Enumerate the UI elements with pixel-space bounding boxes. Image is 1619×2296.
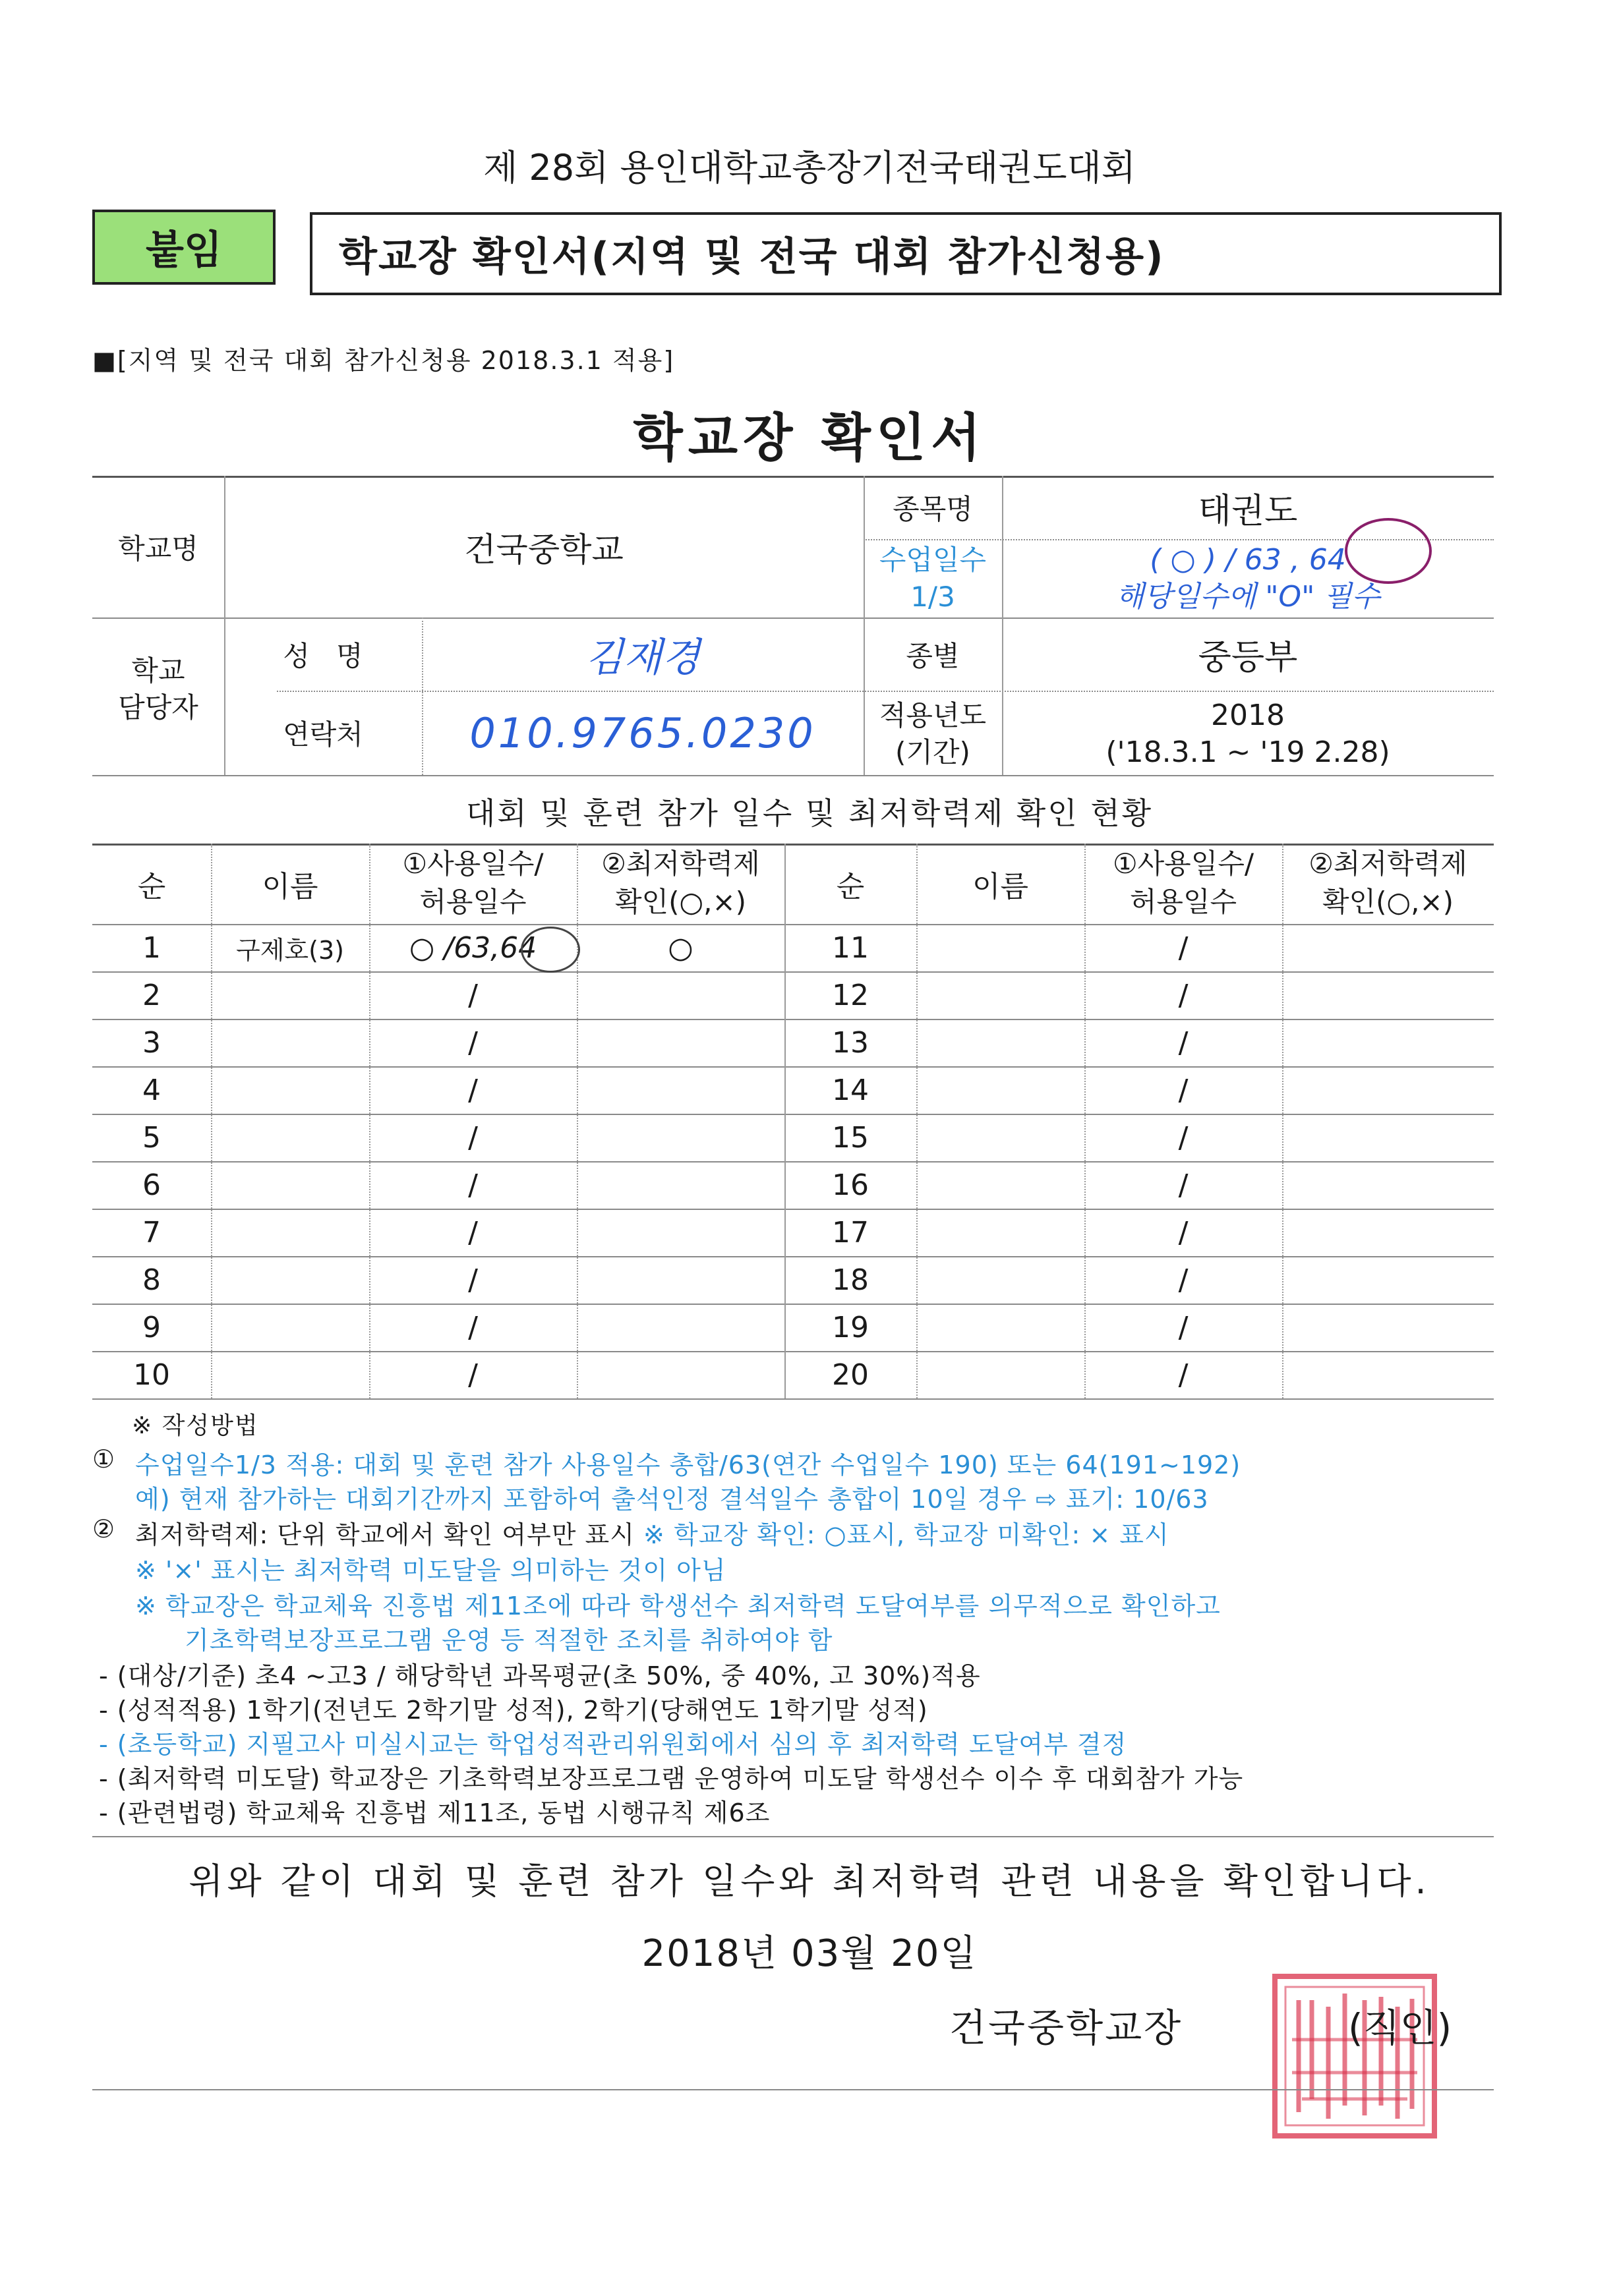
cell-days: /: [1178, 1073, 1189, 1107]
cell-check: [1282, 1114, 1494, 1161]
cell-name: 구제호(3): [236, 935, 344, 965]
cell-name: [916, 1351, 1084, 1398]
cell-no: 9: [142, 1310, 161, 1344]
signer: 건국중학교장: [949, 2005, 1183, 2050]
header-check-left-1: ②최저학력제: [601, 847, 760, 880]
header-check-right-1: ②최저학력제: [1309, 847, 1467, 880]
attachment-label: [92, 210, 276, 285]
confirm-text: 위와 같이 대회 및 훈련 참가 일수와 최저학력 관련 내용을 확인합니다.: [189, 1860, 1430, 1902]
cell-name: [211, 1161, 369, 1209]
date: 2018년 03월 20일: [641, 1932, 978, 1975]
cell-no: 2: [142, 978, 161, 1012]
cell-no: 3: [142, 1025, 161, 1060]
cell-check: [1282, 1161, 1494, 1209]
header-check-right: [1282, 845, 1494, 921]
cell-name: [211, 1066, 369, 1114]
cell-days: /: [468, 1358, 478, 1392]
note2-line: [135, 1514, 1169, 1551]
note1-line-a: 수업일수1/3 적용: 대회 및 훈련 참가 사용일수 총합/63(연간 수업일수 190) 또는 64(191~192): [135, 1450, 1241, 1479]
cell-name: [211, 1256, 369, 1304]
cell-check: [1282, 1304, 1494, 1351]
class-days-note: 해당일수에 "O" 필수: [1115, 580, 1380, 614]
cell-no: 7: [142, 1215, 161, 1249]
cell-days: /: [1178, 1310, 1189, 1344]
contact-value: 010.9765.0230: [469, 708, 816, 757]
cell-check: [1282, 1351, 1494, 1398]
cell-check: [577, 1209, 784, 1256]
header-name-right: 이름: [972, 870, 1028, 904]
cell-no: 11: [832, 931, 869, 965]
cell-check: [1282, 1209, 1494, 1256]
name-label: 성 명: [283, 639, 363, 672]
apply-note: ■[지역 및 전국 대회 참가신청용 2018.3.1 적용]: [92, 346, 675, 375]
cell-days: /: [468, 1310, 478, 1344]
cell-name: [211, 1114, 369, 1161]
header-check-left-2: 확인(○,×): [614, 886, 747, 918]
year-label-2: (기간): [895, 736, 970, 768]
cell-no: 10: [133, 1358, 170, 1392]
cell-days: /: [1178, 1358, 1189, 1392]
cell-days: /: [468, 1263, 478, 1297]
cell-no: 15: [832, 1120, 869, 1155]
contact-label: 연락처: [283, 718, 363, 751]
cell-no: 17: [832, 1215, 869, 1249]
cell-check: [1282, 971, 1494, 1019]
header-name-left: 이름: [262, 870, 318, 904]
cell-name: [211, 1209, 369, 1256]
cell-days: /: [1178, 1168, 1189, 1202]
cell-name: [916, 1066, 1084, 1114]
cell-no: 12: [832, 978, 869, 1012]
cell-check: [1282, 924, 1494, 971]
cell-name: [916, 1256, 1084, 1304]
header-no-left: 순: [137, 870, 166, 904]
cell-check: [577, 1161, 784, 1209]
year-period: ('18.3.1 ~ '19 2.28): [1105, 735, 1390, 769]
class-days-label: [864, 542, 1002, 616]
status-title: 대회 및 훈련 참가 일수 및 최저학력제 확인 현황: [465, 795, 1154, 831]
header-title: 학교장 확인서(지역 및 전국 대회 참가신청용): [339, 234, 1165, 280]
header-days-right-2: 허용일수: [1129, 886, 1237, 918]
cell-days: /: [468, 1025, 478, 1060]
sport-label: 종목명: [893, 493, 973, 525]
cell-name: [916, 924, 1084, 971]
cell-no: 16: [832, 1168, 869, 1202]
cell-no: 6: [142, 1168, 161, 1202]
circle-mark-row1-64: [521, 927, 580, 973]
cell-days: /: [1178, 1120, 1189, 1155]
cell-no: 13: [832, 1025, 869, 1060]
seal-stamp: [1266, 1967, 1444, 2145]
cell-no: 1: [142, 931, 161, 965]
cell-days: /: [468, 978, 478, 1012]
header-days-left-1: ①사용일수/: [402, 847, 544, 880]
cell-check: [1282, 1256, 1494, 1304]
manager-label-2: 담당자: [118, 691, 198, 724]
cell-name: [211, 1351, 369, 1398]
year-label: [864, 697, 1002, 771]
header-check-left: [577, 845, 784, 921]
note4-line-a: ※ 학교장은 학교체육 진흥법 제11조에 따라 학생선수 최저학력 도달여부를 의무적으로 확인하고: [135, 1592, 1221, 1621]
category-label: 종별: [906, 639, 960, 672]
category-value: 중등부: [1198, 638, 1298, 677]
detail-3: - (초등학교) 지필고사 미실시교는 학업성적관리위원회에서 심의 후 최저학력 도달여부 결정: [99, 1730, 1127, 1759]
detail-4: - (최저학력 미도달) 학교장은 기초학력보장프로그램 운영하여 미도달 학생선수 이수 후 대회참가 가능: [99, 1764, 1244, 1793]
cell-no: 4: [142, 1073, 161, 1107]
cell-name: [916, 1304, 1084, 1351]
cell-name: [916, 971, 1084, 1019]
note1-number: ①: [92, 1445, 115, 1474]
header-title-box: [310, 212, 1502, 295]
class-days-label-1: 수업일수: [879, 544, 987, 576]
cell-name: [916, 1019, 1084, 1066]
cell-check: [577, 1066, 784, 1114]
cell-days: /: [1178, 978, 1189, 1012]
header-no-right: 순: [836, 870, 865, 904]
seal-icon: [1266, 1967, 1444, 2145]
note4-line-b: 기초학력보장프로그램 운영 등 적절한 조치를 취하여야 함: [185, 1626, 833, 1655]
cell-days: /: [468, 1215, 478, 1249]
school-name-value: 건국중학교: [464, 530, 624, 569]
cell-no: 19: [832, 1310, 869, 1344]
cell-days: /: [468, 1073, 478, 1107]
sport-value: 태권도: [1198, 491, 1298, 531]
detail-2: - (성적적용) 1학기(전년도 2학기말 성적), 2학기(당해연도 1학기말 성적): [99, 1696, 928, 1725]
cell-check: [1282, 1066, 1494, 1114]
attachment-label-text: 붙임: [146, 227, 222, 273]
cell-no: 8: [142, 1263, 161, 1297]
note1-line-b: 예) 현재 참가하는 대회기간까지 포함하여 출석인정 결석일수 총합이 10일 경우 ⇨ 표기: 10/63: [135, 1485, 1209, 1514]
notes-heading: ※ 작성방법: [132, 1412, 259, 1439]
cell-days: /: [468, 1168, 478, 1202]
cell-check: [577, 1256, 784, 1304]
event-title: 제 28회 용인대학교총장기전국태권도대회: [483, 147, 1136, 188]
cell-name: [211, 1304, 369, 1351]
class-days-value: ( ○ ) / 63 , 64: [1150, 543, 1346, 577]
header-days-right: [1084, 845, 1282, 921]
note2-black: 최저학력제: 단위 학교에서 확인 여부만 표시: [135, 1520, 644, 1549]
cell-name: [211, 971, 369, 1019]
detail-5: - (관련법령) 학교체육 진흥법 제11조, 동법 시행규칙 제6조: [99, 1798, 771, 1827]
note2-number: ②: [92, 1514, 115, 1543]
cell-check: [577, 1019, 784, 1066]
cell-days: /: [1178, 1215, 1189, 1249]
year-value-block: [1002, 697, 1494, 771]
class-days-label-2: 1/3: [910, 581, 955, 613]
header-days-right-1: ①사용일수/: [1112, 847, 1254, 880]
cell-check: [577, 1304, 784, 1351]
cell-days: /: [1178, 1263, 1189, 1297]
cell-no: 20: [832, 1358, 869, 1392]
seal-label: (직인): [1348, 2005, 1452, 2050]
header-days-left-2: 허용일수: [419, 886, 527, 918]
cell-days: /: [468, 1120, 478, 1155]
circle-mark-64: [1345, 518, 1432, 584]
cell-check: [577, 1114, 784, 1161]
cell-days: /: [1178, 931, 1189, 965]
cell-check: ○: [668, 931, 693, 965]
school-name-label: 학교명: [118, 532, 198, 565]
manager-label-1: 학교: [131, 654, 185, 687]
manager-label: [92, 652, 224, 726]
cell-no: 18: [832, 1263, 869, 1297]
year-label-1: 적용년도: [879, 699, 987, 732]
cell-name: [916, 1114, 1084, 1161]
doc-title: 학교장 확인서: [633, 409, 986, 468]
note3: ※ '×' 표시는 최저학력 미도달을 의미하는 것이 아님: [135, 1556, 726, 1585]
name-value: 김재경: [585, 634, 700, 681]
cell-check: [577, 971, 784, 1019]
cell-days: ○ /63,64: [409, 931, 537, 965]
cell-no: 14: [832, 1073, 869, 1107]
year-value: 2018: [1211, 699, 1285, 732]
header-days-left: [369, 845, 577, 921]
cell-name: [916, 1209, 1084, 1256]
cell-no: 5: [142, 1120, 161, 1155]
cell-days: /: [1178, 1025, 1189, 1060]
header-check-right-2: 확인(○,×): [1322, 886, 1454, 918]
cell-name: [211, 1019, 369, 1066]
cell-check: [577, 1351, 784, 1398]
note2-blue: ※ 학교장 확인: ○표시, 학교장 미확인: × 표시: [643, 1520, 1169, 1549]
detail-1: - (대상/기준) 초4 ~고3 / 해당학년 과목평균(초 50%, 중 40%, 고 30%)적용: [99, 1661, 981, 1690]
cell-name: [916, 1161, 1084, 1209]
cell-check: [1282, 1019, 1494, 1066]
